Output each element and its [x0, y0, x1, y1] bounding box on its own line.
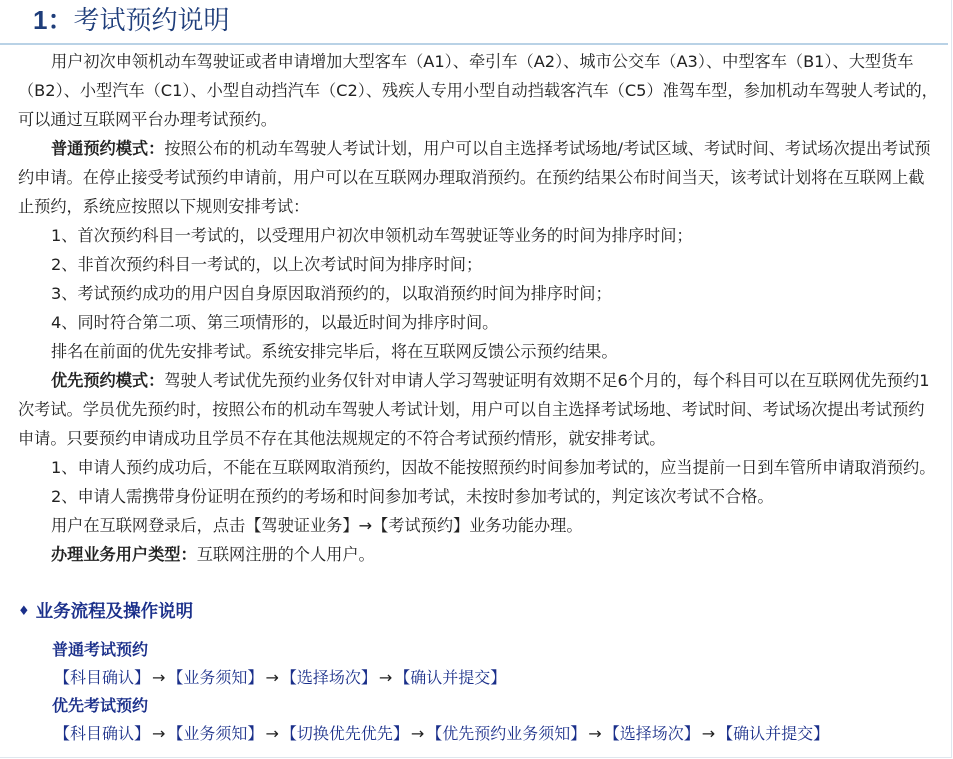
normal-flow-steps [54, 664, 506, 692]
flow-step: 【切换优先优先】 [280, 724, 409, 743]
priority-rule: 2、申请人需携带身份证明在预约的考场和时间参加考试，未按时参加考试的，判定该次考试不合格。 [51, 487, 774, 506]
flow-step: 【业务须知】 [167, 724, 264, 743]
diamond-icon: ♦ [18, 604, 30, 619]
normal-rule: 3、考试预约成功的用户因自身原因取消预约的，以取消预约时间为排序时间； [51, 284, 612, 303]
priority-mode-text: 驾驶人考试优先预约业务仅针对申请人学习驾驶证明有效期不足6个月的，每个科目可以在互联网优先预约1次考试。学员优先预约时，按照公布的机动车驾驶人考试计划，用户可以自主选择考试场地、考试时间、考试场次提出考试预约申请。只要预约申请成功且学员不存在其他法规规定的不符合考试预约情形，就安排考试。 [18, 371, 930, 448]
normal-flow-title: 普通考试预约 [52, 640, 149, 659]
normal-closing: 排名在前面的优先安排考试。系统安排完毕后，将在互联网反馈公示预约结果。 [51, 342, 618, 361]
user-type-paragraph [18, 540, 938, 569]
flow-step: 【科目确认】 [54, 668, 151, 687]
title-text: 考试预约说明 [73, 6, 230, 36]
intro-paragraph: 用户初次申领机动车驾驶证或者申请增加大型客车（A1）、牵引车（A2）、城市公交车（A3）、中型客车（B1）、大型货车（B2）、小型汽车（C1）、小型自动挡汽车（C2）、残疾人专用小型自动挡载客汽车（C5）准驾车型，参加机动车驾驶人考试的，可以通过互联网平台办理考试预约。 [18, 52, 938, 129]
normal-mode-label: 普通预约模式： [51, 139, 165, 158]
flow-step: 【选择场次】 [280, 668, 377, 687]
flow-step: 【确认并提交】 [394, 668, 507, 687]
normal-mode-paragraph [18, 134, 938, 221]
description-body [18, 47, 938, 569]
priority-flow-title: 优先考试预约 [52, 696, 149, 715]
arrow-right-icon: → [378, 668, 393, 687]
priority-flow [52, 692, 829, 748]
arrow-right-icon: → [588, 724, 602, 743]
arrow-right-icon: → [265, 668, 279, 687]
arrow-right-icon: → [152, 668, 166, 687]
normal-rule: 2、非首次预约科目一考试的，以上次考试时间为排序时间； [51, 255, 483, 274]
page-title [33, 2, 229, 39]
normal-mode-text: 按照公布的机动车驾驶人考试计划，用户可以自主选择考试场地/考试区域、考试时间、考试场次提出考试预约申请。在停止接受考试预约申请前，用户可以在互联网办理取消预约。在预约结果公布时间当天，该考试计划将在互联网上截止预约，系统应按照以下规则安排考试： [18, 139, 931, 216]
flow-heading [18, 598, 193, 626]
arrow-right-icon: → [265, 724, 279, 743]
normal-rule: 4、同时符合第二项、第三项情形的，以最近时间为排序时间。 [51, 313, 499, 332]
flow-step: 【优先预约业务须知】 [426, 724, 587, 743]
normal-rule: 1、首次预约科目一考试的，以受理用户初次申领机动车驾驶证等业务的时间为排序时间； [51, 226, 693, 245]
priority-rule: 1、申请人预约成功后，不能在互联网取消预约，因故不能按照预约时间参加考试的，应当提前一日到车管所申请取消预约。 [51, 458, 936, 477]
login-note: 用户在互联网登录后，点击【驾驶证业务】→【考试预约】业务功能办理。 [51, 516, 583, 535]
title-number: 1： [33, 5, 74, 35]
flow-heading-text: 业务流程及操作说明 [35, 602, 194, 622]
priority-mode-label: 优先预约模式： [51, 371, 165, 390]
flow-step: 【选择场次】 [603, 724, 700, 743]
arrow-right-icon: → [152, 724, 166, 743]
user-type-label: 办理业务用户类型： [51, 545, 197, 564]
title-bar [0, 0, 948, 45]
normal-flow [52, 636, 506, 692]
priority-flow-steps [54, 720, 829, 748]
flow-step: 【科目确认】 [54, 724, 151, 743]
flow-step: 【业务须知】 [167, 668, 264, 687]
arrow-right-icon: → [701, 724, 716, 743]
priority-mode-paragraph [18, 366, 938, 453]
flow-step: 【确认并提交】 [717, 724, 830, 743]
arrow-right-icon: → [410, 724, 425, 743]
user-type-text: 互联网注册的个人用户。 [196, 545, 375, 564]
